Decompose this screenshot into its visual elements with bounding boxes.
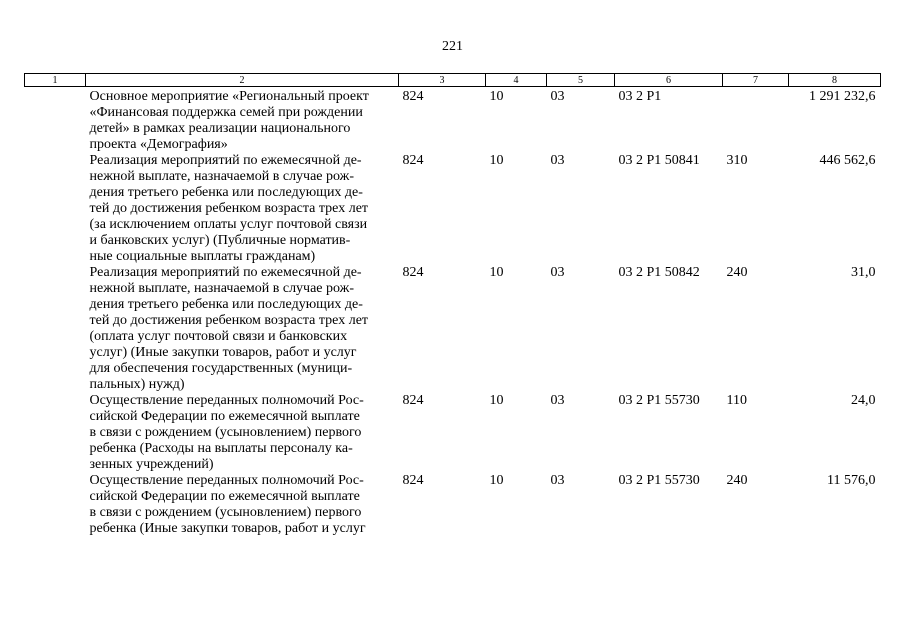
row-index-cell	[25, 393, 86, 473]
item-name-line: Осуществление переданных полномочий Рос-	[89, 473, 364, 488]
expense-type-code	[723, 87, 789, 154]
budget-table	[24, 73, 881, 537]
column-header-6: 6	[615, 74, 723, 87]
item-name-line: Осуществление переданных полномочий Рос-	[89, 393, 364, 408]
amount: 24,0	[851, 393, 876, 408]
item-name-line: нежной выплате, назначаемой в случае рож-	[89, 281, 355, 296]
item-name	[86, 473, 399, 537]
target-article-code: 03 2 P1 50842	[618, 265, 700, 280]
subsection-code: 03	[550, 393, 565, 408]
expense-type-code: 240	[726, 265, 748, 280]
table-row	[25, 87, 881, 154]
column-header-3: 3	[399, 74, 486, 87]
item-name-line: сийской Федерации по ежемесячной выплате	[89, 489, 360, 504]
item-name-line: в связи с рождением (усыновлением) первого	[89, 505, 362, 520]
row-index-cell	[25, 153, 86, 265]
item-name-line: (за исключением оплаты услуг почтовой связи	[89, 217, 368, 232]
item-name-line: Реализация мероприятий по ежемесячной де-	[89, 153, 362, 168]
ministry-code: 824	[402, 153, 424, 168]
expense-type-code: 310	[726, 153, 748, 168]
item-name-line: в связи с рождением (усыновлением) первого	[89, 425, 362, 440]
item-name-line: тей до достижения ребенком возраста трех лет	[89, 201, 369, 216]
section-code: 10	[489, 153, 504, 168]
item-name-line: и банковских услуг) (Публичные норматив-	[89, 233, 351, 248]
table-row	[25, 153, 881, 265]
item-name-line: (оплата услуг почтовой связи и банковских	[89, 329, 348, 344]
target-article-code: 03 2 P1 55730	[618, 393, 700, 408]
ministry-code: 824	[402, 89, 424, 104]
expense-type-code: 240	[726, 473, 748, 488]
ministry-code: 824	[402, 473, 424, 488]
item-name-line: ребенка (Расходы на выплаты персоналу ка-	[89, 441, 353, 456]
item-name-line: тей до достижения ребенком возраста трех лет	[89, 313, 369, 328]
item-name-line: нежной выплате, назначаемой в случае рож-	[89, 169, 355, 184]
item-name	[86, 393, 399, 473]
section-code: 10	[489, 265, 504, 280]
item-name-line: «Финансовая поддержка семей при рождении	[89, 105, 363, 120]
subsection-code: 03	[550, 89, 565, 104]
amount: 1 291 232,6	[809, 89, 876, 104]
column-header-7: 7	[723, 74, 789, 87]
column-header-4: 4	[486, 74, 547, 87]
subsection-code: 03	[550, 473, 565, 488]
target-article-code: 03 2 P1 55730	[618, 473, 700, 488]
item-name-line: дения третьего ребенка или последующих де-	[89, 297, 363, 312]
item-name-line: проекта «Демография»	[89, 137, 228, 152]
row-index-cell	[25, 473, 86, 537]
item-name-line: ребенка (Иные закупки товаров, работ и услуг	[89, 521, 366, 536]
item-name-line: зенных учреждений)	[89, 457, 214, 472]
amount: 446 562,6	[819, 153, 876, 168]
ministry-code: 824	[402, 393, 424, 408]
ministry-code: 824	[402, 265, 424, 280]
column-header-8: 8	[789, 74, 881, 87]
subsection-code: 03	[550, 265, 565, 280]
item-name-line: для обеспечения государственных (муници-	[89, 361, 353, 376]
item-name-line: услуг) (Иные закупки товаров, работ и услуг	[89, 345, 357, 360]
item-name-line: пальных) нужд)	[89, 377, 185, 392]
item-name	[86, 153, 399, 265]
item-name	[86, 265, 399, 393]
item-name	[86, 87, 399, 154]
target-article-code: 03 2 P1 50841	[618, 153, 700, 168]
row-index-cell	[25, 87, 86, 154]
page-number: 221	[442, 39, 463, 54]
table-row	[25, 473, 881, 537]
item-name-line: дения третьего ребенка или последующих де-	[89, 185, 363, 200]
item-name-line: Основное мероприятие «Региональный проект	[89, 89, 369, 104]
expense-type-code: 110	[726, 393, 747, 408]
amount: 31,0	[851, 265, 876, 280]
section-code: 10	[489, 89, 504, 104]
item-name-line: сийской Федерации по ежемесячной выплате	[89, 409, 360, 424]
subsection-code: 03	[550, 153, 565, 168]
target-article-code: 03 2 P1	[618, 89, 662, 104]
column-number-header	[25, 74, 881, 87]
column-header-2: 2	[86, 74, 399, 87]
row-index-cell	[25, 265, 86, 393]
item-name-line: детей» в рамках реализации национального	[89, 121, 351, 136]
item-name-line: Реализация мероприятий по ежемесячной де-	[89, 265, 362, 280]
column-header-1: 1	[25, 74, 86, 87]
table-row	[25, 393, 881, 473]
section-code: 10	[489, 473, 504, 488]
table-row	[25, 265, 881, 393]
column-header-5: 5	[547, 74, 615, 87]
amount: 11 576,0	[827, 473, 876, 488]
item-name-line: ные социальные выплаты гражданам)	[89, 249, 316, 264]
section-code: 10	[489, 393, 504, 408]
